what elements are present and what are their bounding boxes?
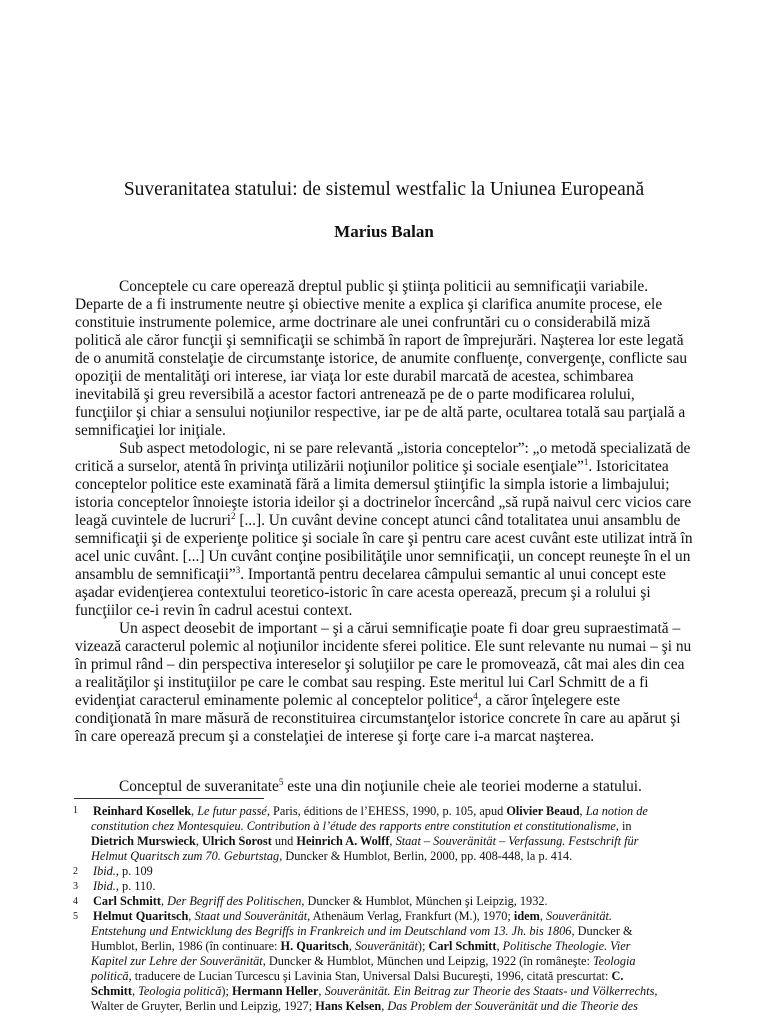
body-line: ansamblu de semnificaţii”$^3$. Importantă pentru decelarea câmpului semantic al unui concept este [75,564,666,583]
body-line: în primul rând – din perspectiva intereselor şi soluţiilor pe care le promovează, cât mai ales din cea [75,656,685,673]
body-line: în care operează precum şi a constelaţiei de interese şi forţe care i-a marcat naşterea. [75,728,595,745]
body-line: constituie instrumente polemice, arme doctrinare ale unei confruntări cu o considerabilă miză [75,314,651,331]
footnote-line: politică, traducere de Lucian Turcescu şi Lavinia Stan, Universal Dalsi Bucureşti, 1996, citată prescurtat: C. [91,969,624,983]
body-line: conceptelor politice este examinată fără a limita demersul ştiinţific la simpla istorie a limbajului; [75,476,670,493]
body-line: a realităţilor şi instituţiilor pe care le combat sau resping. Este meritul lui Carl Schmitt de a fi [75,674,649,691]
footnote-separator [74,798,264,799]
body-line: istoria conceptelor înnoieşte istoria ideilor şi a doctrinelor încercând „să rupă naivul cerc vicios care [75,494,692,511]
footnote-line: Walter de Gruyter, Berlin und Leipzig, 1927; Hans Kelsen, Das Problem der Souveränität und die Theorie des [91,999,638,1013]
body-line: inevitabilă şi greu reversibilă a acestor factori antrenează pe de o parte modificarea rolului, [75,386,635,403]
footnote-line: Entstehung und Entwicklung des Begriffs in Frankreich und im Deutschland vom 13. Jh. bis 1806, Duncker & [91,924,633,938]
footnote-number: 2 [73,866,78,877]
body-line: Conceptele cu care operează dreptul public şi ştiinţa politicii au semnificaţii variabile. [119,278,649,295]
body-line: Sub aspect metodologic, ni se pare relevantă „istoria conceptelor”: „o metodă specializată de [119,440,691,457]
footnote-line: Humblot, Berlin, 1986 (în continuare: H. Quaritsch, Souveränität); Carl Schmitt, Politische Theologie. Vier [91,939,631,953]
body-line: condiţionată în mare măsură de reconstituirea circumstanţelor istorice concrete în care au apărut şi [75,710,681,727]
footnote-line: Reinhard Kosellek, Le futur passé, Paris, éditions de l’EHESS, 1990, p. 105, apud Olivier Beaud, La notion de [93,804,648,818]
body-line: funcţiilor şi chiar a sensului noţiunilor respective, iar pe de altă parte, ocultarea totală sau parţială a [75,404,686,421]
footnote-line: Helmut Quaritsch, Staat und Souveränität, Athenäum Verlag, Frankfurt (M.), 1970; idem, Souveränität. [93,909,612,923]
body-line: Departe de a fi instrumente neutre şi obiective menite a explica şi clarifica anumite procese, ele [75,296,663,313]
body-line: de o anumită constelaţie de circumstanţe istorice, de anumite confluenţe, convergenţe, conflicte sau [75,350,688,367]
footnote-line: Ibid., p. 109 [93,864,153,878]
body-line: Un aspect deosebit de important – şi a cărui semnificaţie poate fi doar greu supraestimată – [119,620,681,637]
footnote-line: Kapitel zur Lehre der Souveränität, Duncker & Humblot, München und Leipzig, 1922 (în româneşte: Teologia [91,954,636,968]
body-line: aşadar evidenţierea contextului teoretico-istoric în care acesta operează, precum şi a rolului şi [75,584,651,601]
body-line: acel unic cuvânt. [...] Un cuvânt conţine posibilităţile unor semnificaţii, un concept reuneşte în el un [75,548,691,565]
footnote-line: Schmitt, Teologia politică); Hermann Heller, Souveränität. Ein Beitrag zur Theorie des Staats- und Völkerrechts, [91,984,658,998]
footnote-line: Carl Schmitt, Der Begriff des Politischen, Duncker & Humblot, München şi Leipzig, 1932. [93,894,548,908]
body-line: Conceptul de suveranitate$^5$ este una din noţiunile cheie ale teoriei moderne a statului. [119,776,642,795]
body-line: semnificaţii şi de experienţe politice şi sociale în care şi pentru care acest cuvânt este utilizat intră în [75,530,693,547]
body-line: critică a surselor, atentă în privinţa utilizării noţiunilor politice şi sociale esenţiale”$^1$. Istoricitatea [75,456,669,475]
document-title: Suveranitatea statului: de sistemul westfalic la Uniunea Europeană [123,179,645,200]
footnote-number: 4 [73,896,78,907]
body-line: semnificaţiei lor iniţiale. [75,422,226,439]
footnote-number: 1 [73,805,78,816]
body-line: evidenţiat caracterul eminamente polemic al conceptelor politice$^4$, a căror înţelegere este [75,690,621,709]
footnote-number: 3 [73,881,78,892]
body-line: vizează caracterul polemic al noţiunilor incidente sferei politice. Ele sunt relevante nu numai – şi nu [75,638,692,655]
footnote-line: Ibid., p. 110. [93,879,156,893]
body-line: politică ale căror funcţii şi semnificaţii se schimbă în raport de împrejurări. Naşterea lor este legată [75,332,684,349]
body-line: opoziţii de mentalităţi ori interese, iar viaţa lor este durabil marcată de acestea, schimbarea [75,368,634,385]
footnote-line: constitution chez Montesquieu. Contribution à l’étude des rapports entre constitution et constitutionalisme, in [91,819,632,833]
footnote-number: 5 [73,911,78,922]
body-line: leagă cuvintele de lucruri$^2$ [...]. Un cuvânt devine concept atunci când totalitatea unui ansamblu de [75,510,681,529]
footnote-line: Helmut Quaritsch zum 70. Geburtstag, Duncker & Humblot, Berlin, 2000, pp. 408-448, la p. 414. [91,849,573,863]
footnote-line: Dietrich Murswieck, Ulrich Sorost und Heinrich A. Wolff, Staat – Souveränität – Verfassung. Festschrift für [91,834,639,848]
body-line: funcţiilor ce-i revin în cadrul acestui context. [75,602,353,619]
author-name: Marius Balan [334,222,434,241]
